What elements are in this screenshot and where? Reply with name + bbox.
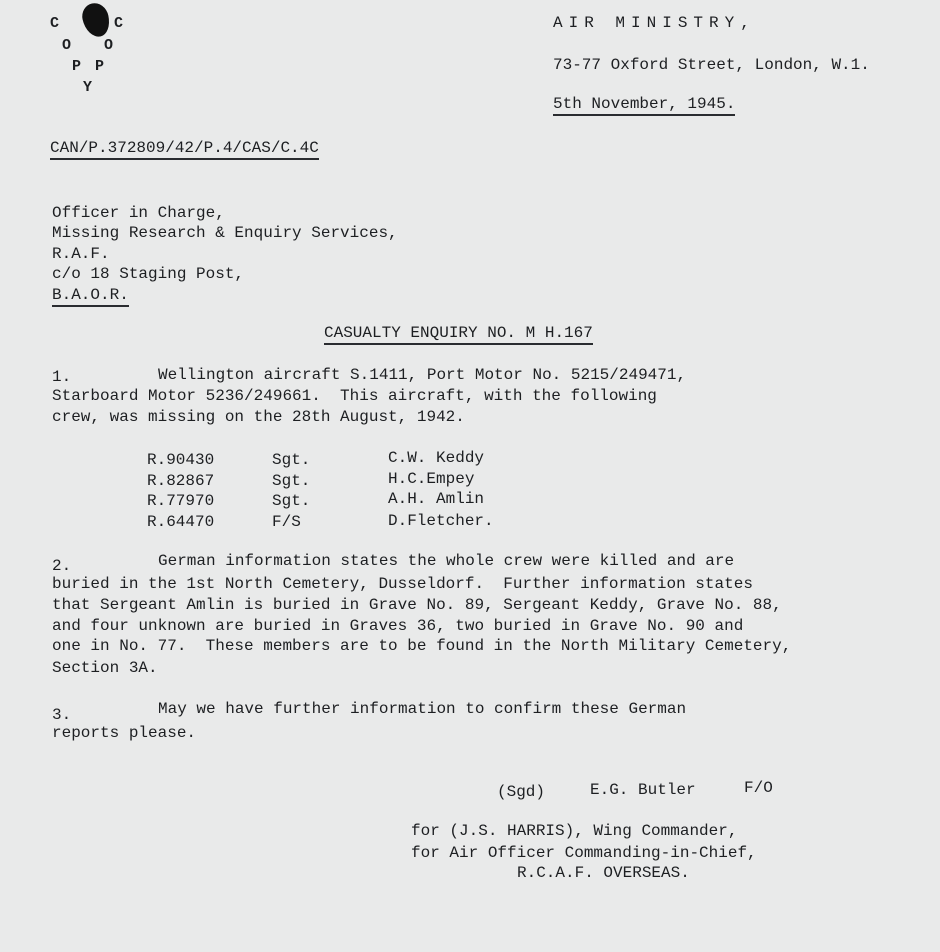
copy-stamp-p1: P [72, 58, 82, 75]
crew-rank: Sgt. [272, 492, 311, 510]
paragraph-line: buried in the 1st North Cemetery, Dusseldorf. Further information states [52, 575, 753, 593]
copy-stamp-o2: O [104, 37, 114, 54]
paragraph-line: one in No. 77. These members are to be found in the North Military Cemetery, [52, 637, 792, 655]
crew-rank: Sgt. [272, 472, 311, 490]
paragraph-line: Wellington aircraft S.1411, Port Motor No. 5215/249471, [158, 366, 687, 384]
signature-line: for Air Officer Commanding-in-Chief, [411, 844, 757, 862]
copy-stamp-p2: P [95, 58, 105, 75]
redaction-blot [80, 1, 113, 40]
crew-name: A.H. Amlin [388, 490, 485, 508]
signature-line: R.C.A.F. OVERSEAS. [517, 864, 690, 882]
crew-name: H.C.Empey [388, 470, 475, 488]
paragraph-line: Starboard Motor 5236/249661. This aircraft, with the following [52, 387, 657, 405]
signed-marker: (Sgd) [497, 783, 546, 801]
paragraph-line: and four unknown are buried in Graves 36, two buried in Grave No. 90 and [52, 617, 744, 635]
paragraph-line: reports please. [52, 724, 197, 742]
copy-stamp-y: Y [83, 79, 93, 96]
letterhead-address: 73-77 Oxford Street, London, W.1. [553, 56, 870, 74]
addressee-line: R.A.F. [52, 245, 110, 263]
crew-name: D.Fletcher. [388, 512, 494, 530]
signatory-rank: F/O [744, 779, 773, 797]
addressee-line: B.A.O.R. [52, 287, 129, 307]
crew-number: R.90430 [147, 451, 215, 469]
paragraph-line: crew, was missing on the 28th August, 1942. [52, 408, 465, 426]
addressee-line: c/o 18 Staging Post, [52, 265, 245, 283]
paragraph-line: Section 3A. [52, 659, 158, 677]
addressee-line: Missing Research & Enquiry Services, [52, 224, 398, 242]
crew-number: R.64470 [147, 513, 215, 531]
signatory-name: E.G. Butler [590, 781, 696, 799]
paragraph-number: 2. [52, 557, 72, 575]
crew-rank: Sgt. [272, 451, 311, 469]
crew-number: R.82867 [147, 472, 215, 490]
subject-heading: CASUALTY ENQUIRY NO. M H.167 [324, 325, 593, 345]
paragraph-line: that Sergeant Amlin is buried in Grave No. 89, Sergeant Keddy, Grave No. 88, [52, 596, 782, 614]
crew-number: R.77970 [147, 492, 215, 510]
copy-stamp-o1: O [62, 37, 72, 54]
crew-name: C.W. Keddy [388, 449, 485, 467]
paragraph-number: 1. [52, 368, 72, 386]
letter-date: 5th November, 1945. [553, 96, 735, 116]
addressee-line: Officer in Charge, [52, 204, 225, 222]
signature-line: for (J.S. HARRIS), Wing Commander, [411, 822, 738, 840]
paragraph-line: German information states the whole crew were killed and are [158, 552, 735, 570]
paragraph-line: May we have further information to confirm these German [158, 700, 687, 718]
letterhead-org: AIR MINISTRY, [553, 14, 756, 32]
crew-rank: F/S [272, 513, 301, 531]
copy-stamp-c1: C [50, 15, 60, 32]
paragraph-number: 3. [52, 706, 72, 724]
copy-stamp-c2: C [114, 15, 124, 32]
reference-number: CAN/P.372809/42/P.4/CAS/C.4C [50, 140, 319, 160]
